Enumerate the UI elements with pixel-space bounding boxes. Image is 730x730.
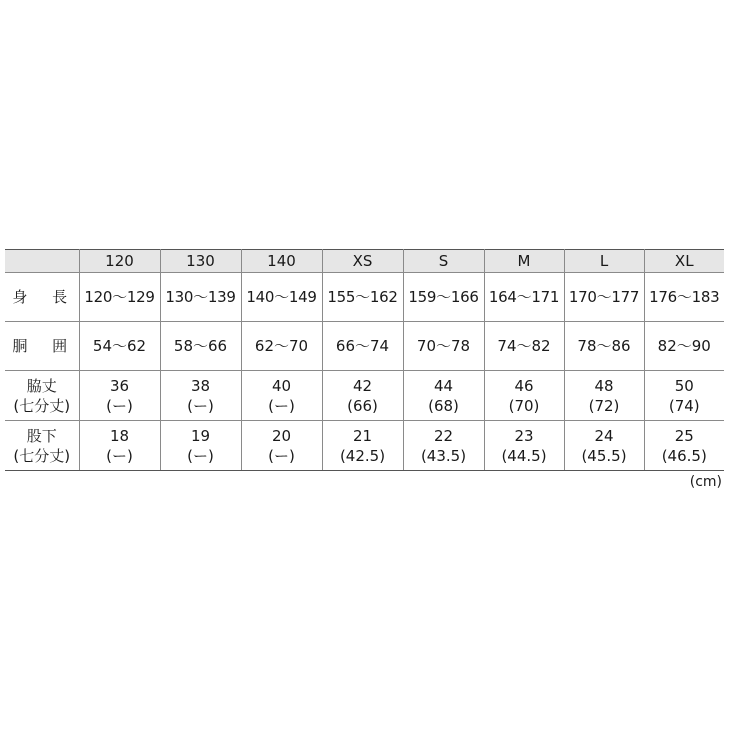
cell-subvalue: (44.5) bbox=[501, 446, 547, 465]
size-chart-table bbox=[5, 249, 724, 471]
cell-subvalue: (74) bbox=[668, 396, 700, 415]
table-cell bbox=[160, 421, 241, 471]
table-cell bbox=[403, 421, 484, 471]
table-cell: 82〜90 bbox=[644, 322, 724, 371]
row-label-side-length bbox=[5, 371, 79, 421]
cell-subvalue: (68) bbox=[428, 396, 459, 415]
row-label-inseam bbox=[5, 421, 79, 471]
cell-subvalue: (66) bbox=[347, 396, 378, 415]
cell-value: 21 bbox=[352, 426, 373, 445]
cell-value: 42 bbox=[352, 376, 373, 395]
table-cell bbox=[484, 371, 564, 421]
cell-value: 48 bbox=[594, 376, 614, 395]
table-cell bbox=[403, 371, 484, 421]
table-cell: 140〜149 bbox=[241, 273, 322, 322]
height-row bbox=[5, 273, 724, 322]
table-cell: 170〜177 bbox=[564, 273, 644, 322]
cell-value: 50 bbox=[674, 376, 694, 395]
table-cell bbox=[484, 421, 564, 471]
header-size-120: 120 bbox=[79, 250, 160, 273]
cell-value: 25 bbox=[674, 426, 694, 445]
table-cell: 62〜70 bbox=[241, 322, 322, 371]
table-cell: 66〜74 bbox=[322, 322, 403, 371]
row-label-height: 身 長 bbox=[5, 273, 79, 322]
table-cell bbox=[564, 421, 644, 471]
waist-row bbox=[5, 322, 724, 371]
label-line-main: 脇丈 bbox=[26, 376, 57, 395]
cell-subvalue: (ー) bbox=[268, 446, 295, 465]
header-size-s: S bbox=[403, 250, 484, 273]
cell-subvalue: (43.5) bbox=[420, 446, 467, 465]
cell-value: 36 bbox=[109, 376, 130, 395]
row-label-waist: 胴 囲 bbox=[5, 322, 79, 371]
label-line-main: 股下 bbox=[26, 426, 57, 445]
label-line-sub: (七分丈) bbox=[13, 446, 71, 465]
unit-note: (cm) bbox=[689, 474, 722, 490]
cell-value: 40 bbox=[271, 376, 292, 395]
table-cell bbox=[564, 371, 644, 421]
table-cell: 164〜171 bbox=[484, 273, 564, 322]
table-cell: 120〜129 bbox=[79, 273, 160, 322]
header-size-140: 140 bbox=[241, 250, 322, 273]
table-cell: 58〜66 bbox=[160, 322, 241, 371]
label-line-sub: (七分丈) bbox=[13, 396, 71, 415]
cell-subvalue: (42.5) bbox=[339, 446, 386, 465]
table-cell bbox=[79, 371, 160, 421]
cell-subvalue: (72) bbox=[588, 396, 620, 415]
header-size-xs: XS bbox=[322, 250, 403, 273]
table-cell bbox=[644, 371, 724, 421]
table-cell bbox=[322, 421, 403, 471]
cell-value: 44 bbox=[433, 376, 454, 395]
cell-subvalue: (ー) bbox=[106, 446, 133, 465]
cell-value: 20 bbox=[271, 426, 292, 445]
header-size-l: L bbox=[564, 250, 644, 273]
cell-value: 46 bbox=[514, 376, 534, 395]
cell-subvalue: (ー) bbox=[187, 446, 214, 465]
table-cell bbox=[322, 371, 403, 421]
table-cell bbox=[241, 421, 322, 471]
side-length-row bbox=[5, 371, 724, 421]
cell-value: 23 bbox=[514, 426, 534, 445]
cell-subvalue: (45.5) bbox=[581, 446, 627, 465]
table-cell: 155〜162 bbox=[322, 273, 403, 322]
table-cell bbox=[160, 371, 241, 421]
table-cell: 130〜139 bbox=[160, 273, 241, 322]
header-size-xl: XL bbox=[644, 250, 724, 273]
inseam-row bbox=[5, 421, 724, 471]
cell-value: 38 bbox=[190, 376, 211, 395]
table-cell: 176〜183 bbox=[644, 273, 724, 322]
table-cell: 78〜86 bbox=[564, 322, 644, 371]
cell-subvalue: (ー) bbox=[268, 396, 295, 415]
table-cell: 159〜166 bbox=[403, 273, 484, 322]
cell-subvalue: (ー) bbox=[106, 396, 133, 415]
header-corner-cell bbox=[5, 250, 79, 273]
table-cell: 54〜62 bbox=[79, 322, 160, 371]
size-header-row bbox=[5, 250, 724, 273]
cell-value: 19 bbox=[190, 426, 211, 445]
cell-value: 22 bbox=[433, 426, 454, 445]
cell-subvalue: (70) bbox=[508, 396, 540, 415]
table-cell: 74〜82 bbox=[484, 322, 564, 371]
cell-subvalue: (ー) bbox=[187, 396, 214, 415]
cell-subvalue: (46.5) bbox=[661, 446, 707, 465]
table-cell bbox=[79, 421, 160, 471]
table-cell bbox=[644, 421, 724, 471]
cell-value: 18 bbox=[109, 426, 130, 445]
table-cell bbox=[241, 371, 322, 421]
cell-value: 24 bbox=[594, 426, 614, 445]
header-size-130: 130 bbox=[160, 250, 241, 273]
header-size-m: M bbox=[484, 250, 564, 273]
table-cell: 70〜78 bbox=[403, 322, 484, 371]
